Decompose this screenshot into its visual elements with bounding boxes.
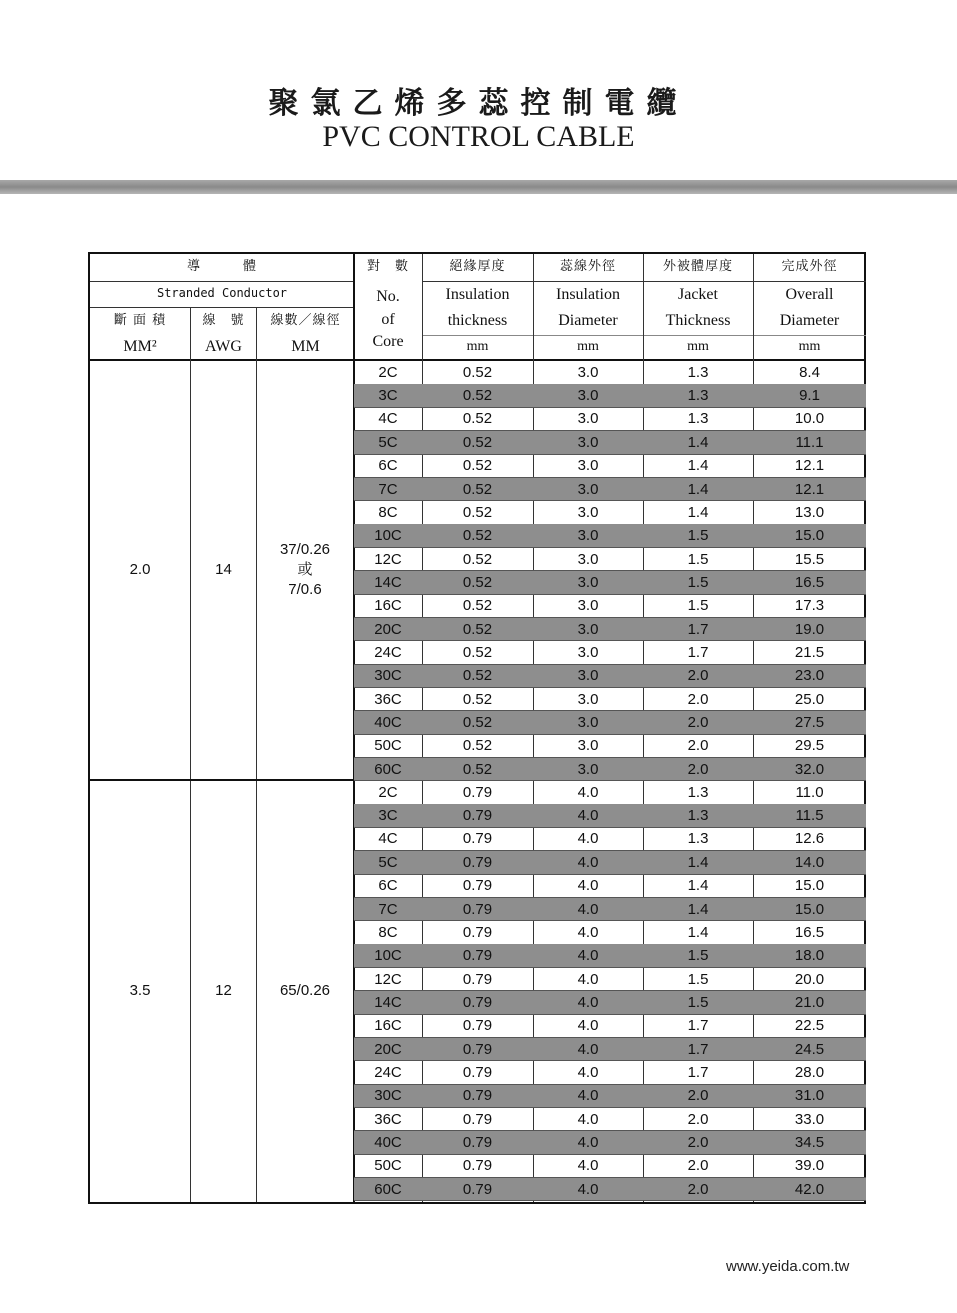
insulation-thickness-cell: 0.52 [462, 760, 493, 778]
insulation-diameter-cell: 3.0 [577, 737, 599, 755]
table-row [354, 478, 866, 502]
insulation-thickness-cell: 0.79 [462, 877, 493, 895]
insulation-thickness-cell: 0.52 [462, 620, 493, 638]
insulation-thickness-cell: 0.79 [462, 923, 493, 941]
insulation-diameter-cell: 3.0 [577, 597, 599, 615]
overall-diameter-cell: 25.0 [794, 690, 825, 708]
overall-diameter-cell: 22.5 [794, 1017, 825, 1035]
jacket-thickness-cell: 1.3 [687, 807, 709, 825]
overall-diameter-cell: 33.0 [794, 1110, 825, 1128]
core-cell: 60C [374, 1180, 402, 1198]
core-cell: 36C [374, 1110, 402, 1128]
jacket-thickness-cell: 1.4 [687, 433, 709, 451]
overall-diameter-cell: 32.0 [794, 760, 825, 778]
table-row [354, 595, 866, 619]
overall-diameter-cell: 12.6 [794, 830, 825, 848]
insulation-diameter-cell: 3.0 [577, 643, 599, 661]
core-cell: 6C [378, 457, 398, 475]
jacket-thickness-cell: 1.7 [687, 620, 709, 638]
overall-diameter-cell: 18.0 [794, 947, 825, 965]
table-row [354, 991, 866, 1015]
insulation-diameter-cell: 4.0 [577, 947, 599, 965]
jacket-thickness-cell: 1.5 [687, 947, 709, 965]
insulation-thickness-cell: 0.52 [462, 410, 493, 428]
jacket-thickness-cell: 1.3 [687, 783, 709, 801]
insulation-thickness-cell: 0.52 [462, 737, 493, 755]
table-row [354, 711, 866, 735]
overall-diameter-cell: 27.5 [794, 714, 825, 731]
table-row [354, 968, 866, 992]
core-cell: 20C [374, 1040, 402, 1058]
insulation-diameter-cell: 4.0 [577, 970, 599, 988]
core-cell: 40C [374, 714, 402, 731]
insulation-diameter-cell: 3.0 [577, 573, 599, 591]
jacket-thickness-cell: 1.7 [687, 1040, 709, 1058]
jacket-thickness-cell: 1.4 [687, 900, 709, 918]
insulation-thickness-cell: 0.52 [462, 363, 493, 381]
jacket-thickness-cell: 2.0 [687, 737, 709, 755]
core-cell: 12C [374, 970, 402, 988]
jacket-thickness-cell: 2.0 [687, 667, 709, 685]
insulation-diameter-cell: 4.0 [577, 1157, 599, 1175]
core-cell: 6C [378, 877, 398, 895]
table-row [354, 384, 866, 408]
core-cell: 36C [374, 690, 402, 708]
insulation-thickness-cell: 0.79 [462, 783, 493, 801]
jacket-thickness-cell: 2.0 [687, 714, 709, 731]
insulation-thickness-cell: 0.79 [462, 993, 493, 1011]
insulation-diameter-cell: 3.0 [577, 363, 599, 381]
insulation-diameter-cell: 4.0 [577, 1087, 599, 1105]
overall-diameter-cell: 15.0 [794, 900, 825, 918]
insulation-thickness-cell: 0.79 [462, 1063, 493, 1081]
insulation-diameter-cell: 3.0 [577, 503, 599, 521]
insulation-thickness-cell: 0.52 [462, 714, 493, 731]
insulation-diameter-cell: 4.0 [577, 993, 599, 1011]
header-ins-unit: mm [466, 339, 489, 355]
overall-diameter-cell: 17.3 [794, 597, 825, 615]
overall-diameter-cell: 16.5 [794, 573, 825, 591]
overall-diameter-cell: 12.1 [794, 480, 825, 498]
insulation-diameter-cell: 4.0 [577, 807, 599, 825]
group-1-area: 2.0 [129, 560, 151, 578]
overall-diameter-cell: 28.0 [794, 1063, 825, 1081]
overall-diameter-cell: 15.5 [794, 550, 825, 568]
insulation-diameter-cell: 3.0 [577, 433, 599, 451]
core-cell: 5C [378, 853, 398, 871]
core-cell: 16C [374, 1017, 402, 1035]
overall-diameter-cell: 39.0 [794, 1157, 825, 1175]
group-2-strand: 65/0.26 [279, 982, 331, 1000]
core-cell: 3C [378, 387, 398, 405]
jacket-thickness-cell: 2.0 [687, 1180, 709, 1198]
overall-diameter-cell: 20.0 [794, 970, 825, 988]
insulation-thickness-cell: 0.52 [462, 527, 493, 545]
core-cell: 4C [378, 830, 398, 848]
overall-diameter-cell: 10.0 [794, 410, 825, 428]
insulation-diameter-cell: 3.0 [577, 457, 599, 475]
insulation-thickness-cell: 0.79 [462, 1110, 493, 1128]
grid-line [422, 281, 866, 282]
table-row [354, 1131, 866, 1155]
table-row [354, 1108, 866, 1132]
core-cell: 7C [378, 900, 398, 918]
jacket-thickness-cell: 1.3 [687, 387, 709, 405]
overall-diameter-cell: 34.5 [794, 1134, 825, 1151]
table-row [354, 1061, 866, 1085]
insulation-thickness-cell: 0.79 [462, 1180, 493, 1198]
insulation-thickness-cell: 0.79 [462, 947, 493, 965]
insulation-thickness-cell: 0.79 [462, 900, 493, 918]
insulation-diameter-cell: 4.0 [577, 783, 599, 801]
jacket-thickness-cell: 1.4 [687, 923, 709, 941]
insulation-thickness-cell: 0.52 [462, 643, 493, 661]
insulation-thickness-cell: 0.79 [462, 1134, 493, 1151]
core-cell: 7C [378, 480, 398, 498]
page-title-en: PVC CONTROL CABLE [322, 120, 635, 153]
insulation-diameter-cell: 4.0 [577, 923, 599, 941]
table-row [354, 688, 866, 712]
table-row [354, 361, 866, 385]
jacket-thickness-cell: 2.0 [687, 1134, 709, 1151]
core-cell: 14C [374, 573, 402, 591]
table-row [354, 851, 866, 875]
overall-diameter-cell: 11.0 [795, 783, 824, 801]
insulation-diameter-cell: 4.0 [577, 830, 599, 848]
insulation-diameter-cell: 3.0 [577, 667, 599, 685]
jacket-thickness-cell: 2.0 [687, 1157, 709, 1175]
overall-diameter-cell: 24.5 [794, 1040, 825, 1058]
overall-diameter-cell: 11.1 [795, 433, 824, 451]
jacket-thickness-cell: 1.3 [687, 410, 709, 428]
core-cell: 40C [374, 1134, 402, 1151]
core-cell: 16C [374, 597, 402, 615]
insulation-diameter-cell: 4.0 [577, 1110, 599, 1128]
core-cell: 10C [374, 947, 402, 965]
grid-line [90, 281, 354, 282]
jacket-thickness-cell: 1.4 [687, 877, 709, 895]
table-row [354, 1085, 866, 1109]
insulation-diameter-cell: 4.0 [577, 877, 599, 895]
header-area-unit: MM² [123, 338, 157, 356]
header-ovr-zh: 完成外徑 [781, 259, 838, 275]
page-title-zh: 聚氯乙烯多蕊控制電纜 [268, 86, 689, 121]
table-row [354, 501, 866, 525]
insulation-thickness-cell: 0.79 [462, 807, 493, 825]
insulation-diameter-cell: 3.0 [577, 527, 599, 545]
insulation-diameter-cell: 4.0 [577, 900, 599, 918]
grid-line [422, 335, 866, 336]
header-awg-zh: 線 號 [202, 312, 245, 328]
core-cell: 10C [374, 527, 402, 545]
core-cell: 8C [378, 923, 398, 941]
table-row [354, 828, 866, 852]
insulation-diameter-cell: 4.0 [577, 1040, 599, 1058]
header-jack-unit: mm [687, 339, 709, 355]
insulation-thickness-cell: 0.52 [462, 457, 493, 475]
core-cell: 50C [374, 737, 402, 755]
overall-diameter-cell: 16.5 [794, 923, 825, 941]
header-dia-en: Insulation Diameter [556, 286, 620, 329]
insulation-thickness-cell: 0.79 [462, 853, 493, 871]
insulation-thickness-cell: 0.79 [462, 970, 493, 988]
insulation-diameter-cell: 3.0 [577, 714, 599, 731]
jacket-thickness-cell: 1.5 [687, 597, 709, 615]
table-row [354, 618, 866, 642]
table-row [354, 571, 866, 595]
insulation-diameter-cell: 3.0 [577, 760, 599, 778]
insulation-diameter-cell: 4.0 [577, 1134, 599, 1151]
insulation-thickness-cell: 0.52 [462, 573, 493, 591]
overall-diameter-cell: 14.0 [794, 853, 825, 871]
core-cell: 3C [378, 807, 398, 825]
insulation-thickness-cell: 0.52 [462, 433, 493, 451]
insulation-thickness-cell: 0.79 [462, 1017, 493, 1035]
table-row [354, 524, 866, 548]
overall-diameter-cell: 29.5 [794, 737, 825, 755]
insulation-diameter-cell: 3.0 [577, 620, 599, 638]
insulation-thickness-cell: 0.52 [462, 690, 493, 708]
core-cell: 24C [374, 1063, 402, 1081]
table-row [354, 1038, 866, 1062]
overall-diameter-cell: 15.0 [794, 877, 825, 895]
overall-diameter-cell: 15.0 [794, 527, 825, 545]
table-row [354, 548, 866, 572]
header-core-en: No. of Core [372, 288, 404, 351]
core-cell: 30C [374, 667, 402, 685]
insulation-diameter-cell: 4.0 [577, 853, 599, 871]
jacket-thickness-cell: 1.5 [687, 993, 709, 1011]
table-row [354, 1155, 866, 1179]
core-cell: 60C [374, 760, 402, 778]
table-row [354, 665, 866, 689]
header-ovr-en: Overall Diameter [779, 286, 840, 329]
overall-diameter-cell: 31.0 [794, 1087, 825, 1105]
table-row [354, 898, 866, 922]
jacket-thickness-cell: 1.4 [687, 853, 709, 871]
core-cell: 5C [378, 433, 398, 451]
overall-diameter-cell: 11.5 [795, 807, 824, 825]
jacket-thickness-cell: 2.0 [687, 1087, 709, 1105]
group-1-strand: 37/0.26 或 7/0.6 [279, 540, 331, 599]
jacket-thickness-cell: 1.5 [687, 550, 709, 568]
insulation-thickness-cell: 0.52 [462, 667, 493, 685]
table-row [354, 641, 866, 665]
jacket-thickness-cell: 1.4 [687, 480, 709, 498]
header-strand-zh: 線數／線徑 [270, 312, 341, 328]
core-cell: 24C [374, 643, 402, 661]
table-row [354, 781, 866, 805]
overall-diameter-cell: 9.1 [799, 387, 820, 405]
core-cell: 14C [374, 993, 402, 1011]
table-row [354, 804, 866, 828]
insulation-thickness-cell: 0.52 [462, 387, 493, 405]
table-row [354, 874, 866, 898]
table-row [354, 431, 866, 455]
header-ins-zh: 絕緣厚度 [449, 259, 506, 275]
insulation-diameter-cell: 3.0 [577, 410, 599, 428]
core-cell: 50C [374, 1157, 402, 1175]
insulation-diameter-cell: 3.0 [577, 480, 599, 498]
header-conductor-en: Stranded Conductor [156, 286, 288, 301]
insulation-thickness-cell: 0.52 [462, 597, 493, 615]
core-cell: 4C [378, 410, 398, 428]
insulation-diameter-cell: 4.0 [577, 1063, 599, 1081]
jacket-thickness-cell: 1.5 [687, 527, 709, 545]
insulation-diameter-cell: 4.0 [577, 1017, 599, 1035]
table-row [354, 735, 866, 759]
overall-diameter-cell: 13.0 [794, 503, 825, 521]
core-cell: 20C [374, 620, 402, 638]
insulation-diameter-cell: 3.0 [577, 690, 599, 708]
group-2-area: 3.5 [129, 982, 151, 1000]
header-strand-unit: MM [291, 338, 320, 356]
overall-diameter-cell: 21.0 [794, 993, 825, 1011]
insulation-diameter-cell: 3.0 [577, 387, 599, 405]
header-jack-zh: 外被體厚度 [662, 259, 733, 275]
header-dia-zh: 蕊線外徑 [559, 259, 616, 275]
table-row [354, 1015, 866, 1039]
insulation-thickness-cell: 0.79 [462, 1087, 493, 1105]
insulation-thickness-cell: 0.52 [462, 503, 493, 521]
header-band [0, 180, 957, 194]
overall-diameter-cell: 12.1 [794, 457, 825, 475]
core-cell: 30C [374, 1087, 402, 1105]
insulation-thickness-cell: 0.79 [462, 1040, 493, 1058]
jacket-thickness-cell: 1.3 [687, 830, 709, 848]
jacket-thickness-cell: 2.0 [687, 690, 709, 708]
table-row [354, 944, 866, 968]
table-row [354, 921, 866, 945]
header-ovr-unit: mm [798, 339, 821, 355]
jacket-thickness-cell: 1.4 [687, 503, 709, 521]
insulation-thickness-cell: 0.79 [462, 830, 493, 848]
header-jack-en: Jacket Thickness [665, 286, 731, 329]
table-row [354, 758, 866, 782]
jacket-thickness-cell: 2.0 [687, 760, 709, 778]
overall-diameter-cell: 8.4 [799, 363, 820, 381]
jacket-thickness-cell: 1.7 [687, 1017, 709, 1035]
jacket-thickness-cell: 1.3 [687, 363, 709, 381]
core-cell: 12C [374, 550, 402, 568]
header-ins-en: Insulation thickness [445, 286, 510, 329]
core-cell: 8C [378, 503, 398, 521]
insulation-diameter-cell: 4.0 [577, 1180, 599, 1198]
footer-url: www.yeida.com.tw [726, 1258, 850, 1275]
header-conductor-zh: 導 體 [186, 259, 257, 275]
table-row [354, 1178, 866, 1202]
core-cell: 2C [378, 783, 398, 801]
jacket-thickness-cell: 2.0 [687, 1110, 709, 1128]
insulation-thickness-cell: 0.79 [462, 1157, 493, 1175]
group-2-awg: 12 [215, 982, 232, 1000]
header-area-zh: 斷 面 積 [113, 312, 167, 328]
header-core-zh: 對 數 [366, 259, 409, 275]
grid-line [90, 307, 354, 308]
overall-diameter-cell: 21.5 [794, 643, 825, 661]
jacket-thickness-cell: 1.5 [687, 970, 709, 988]
insulation-thickness-cell: 0.52 [462, 550, 493, 568]
jacket-thickness-cell: 1.7 [687, 643, 709, 661]
insulation-diameter-cell: 3.0 [577, 550, 599, 568]
overall-diameter-cell: 42.0 [794, 1180, 825, 1198]
group-1-awg: 14 [215, 560, 232, 578]
table-row [354, 408, 866, 432]
table-row [354, 454, 866, 478]
header-dia-unit: mm [577, 339, 599, 355]
overall-diameter-cell: 19.0 [794, 620, 825, 638]
jacket-thickness-cell: 1.5 [687, 573, 709, 591]
core-cell: 2C [378, 363, 398, 381]
header-awg-unit: AWG [205, 338, 242, 356]
jacket-thickness-cell: 1.4 [687, 457, 709, 475]
insulation-thickness-cell: 0.52 [462, 480, 493, 498]
jacket-thickness-cell: 1.7 [687, 1063, 709, 1081]
overall-diameter-cell: 23.0 [794, 667, 825, 685]
